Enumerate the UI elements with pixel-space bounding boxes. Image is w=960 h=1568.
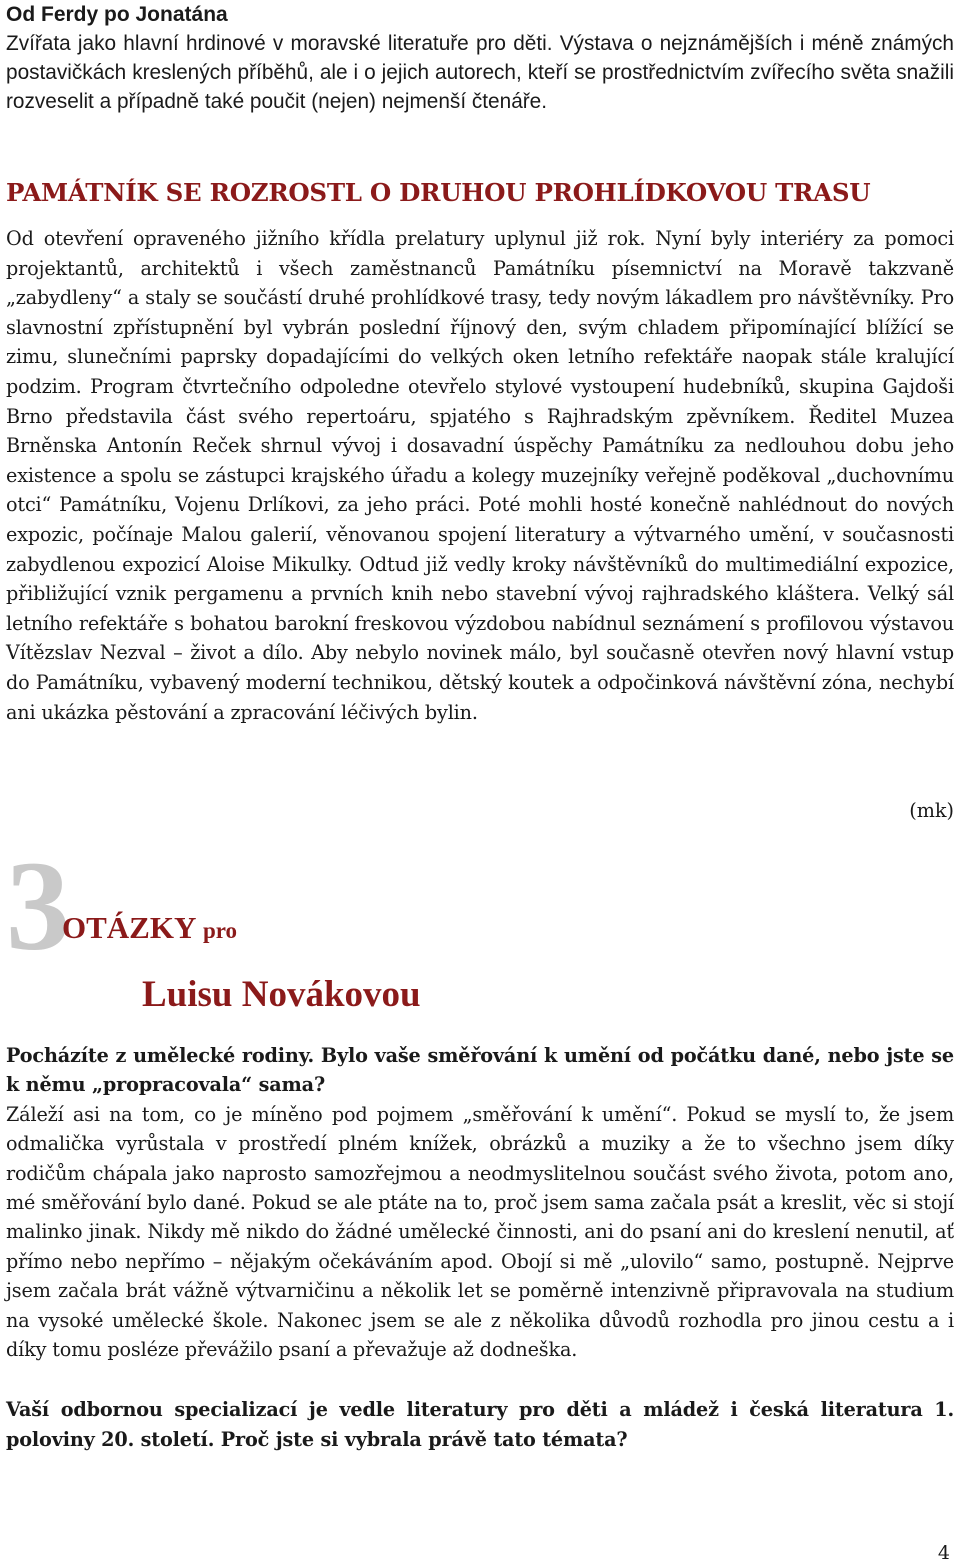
interview-body bbox=[6, 1041, 954, 1454]
interview-label bbox=[62, 908, 237, 951]
question-2: Vaší odbornou specializací je vedle literatury pro děti a mládež i česká literatura 1. poloviny 20. století. Proč jste si vybrala právě tato témata? bbox=[6, 1398, 954, 1451]
interview-label-main: OTÁZKY bbox=[62, 910, 196, 945]
article-signature: (mk) bbox=[909, 799, 954, 822]
answer-1: Záleží asi na tom, co je míněno pod pojmem „směřování k umění“. Pokud se myslí to, že jsem odmalička vyrůstala v prostředí plném knížek, obrázků a muziky a že to všechno jsem díky rodičům chápala jako naprosto samozřejmou a neodmyslitelnou součást svého života, potom ano, mé směřování bylo dané. Pokud se ale ptáte na to, proč jsem sama začala psát a kreslit, věc si stojí malinko jinak. Nikdy mě nikdo do žádné umělecké činnosti, ani do psaní ani do kreslení nenutil, ať přímo nebo nepřímo – nějakým očekáváním apod. Obojí si mě „ulovilo“ samo, postupně. Nejprve jsem začala brát vážně výtvarničinu a několik let se poměrně intenzivně připravovala na studium na vysoké umělecké škole. Nakonec jsem se ale z několika důvodů rozhodla pro jinou cestu a i díky tomu posléze převážilo psaní a převažuje až dodneška. bbox=[6, 1102, 954, 1362]
interviewee-name: Luisu Novákovou bbox=[142, 974, 421, 1015]
exhibition-title: Od Ferdy po Jonatána bbox=[6, 3, 228, 26]
interview-label-small: pro bbox=[202, 918, 238, 943]
interview-big-number: 3 bbox=[6, 835, 70, 977]
exhibition-description: Zvířata jako hlavní hrdinové v moravské literatuře pro děti. Výstava o nejznámějších i méně známých postavičkách kreslených příběhů, ale i o jejich autorech, kteří se prostřednictvím zvířecího světa snažili rozveselit a případně také poučit (nejen) nejmenší čtenáře. bbox=[6, 32, 954, 113]
page-number: 4 bbox=[937, 1542, 950, 1564]
article-body: Od otevření opraveného jižního křídla prelatury uplynul již rok. Nyní byly interiéry za pomoci projektantů, architektů i všech zaměstnanců Památníku písemnictví na Moravě takzvaně „zabydleny“ a staly se součástí druhé prohlídkové trasy, tedy novým lákadlem pro návštěvníky. Pro slavnostní zpřístupnění byl vybrán poslední říjnový den, svým chladem připomínající blížící se zimu, slunečními paprsky dopadajícími do velkých oken letního refektáře naopak stále kralující podzim. Program čtvrtečního odpoledne otevřelo stylové vystoupení hudebníků, skupina Gajdoši Brno představila část svého repertoáru, spjatého s Rajhradským zpěvníkem. Ředitel Muzea Brněnska Antonín Reček shrnul vývoj i dosavadní úspěchy Památníku za nedlouhou dobu jeho existence a spolu se zástupci krajského úřadu a kolegy muzejníky veřejně poděkoval „duchovnímu otci“ Památníku, Vojenu Drlíkovi, za jeho práci. Poté mohli hosté konečně nahlédnout do nových expozic, počínaje Malou galerií, věnovanou spojení literatury a výtvarného umění, v současnosti zabydlenou expozicí Aloise Mikulky. Odtud již vedly kroky návštěvníků do multimediální expozice, přibližující vznik pergamenu a prvních knih nebo stavební vývoj rajhradského kláštera. Velký sál letního refektáře s bohatou barokní freskovou výzdobou nabídnul seznámení s profilovou výstavou Vítězslav Nezval – život a dílo. Aby nebylo novinek málo, byl současně otevřen nový hlavní vstup do Památníku, vybavený moderní technikou, dětský koutek a odpočinková návštěvní zóna, nechybí ani ukázka pěstování a zpracování léčivých bylin. bbox=[6, 227, 954, 724]
article-heading: PAMÁTNÍK SE ROZROSTL O DRUHOU PROHLÍDKOVOU TRASU bbox=[6, 178, 871, 207]
question-1: Pocházíte z umělecké rodiny. Bylo vaše směřování k umění od počátku dané, nebo jste se k němu „propracovala“ sama? bbox=[6, 1044, 954, 1097]
